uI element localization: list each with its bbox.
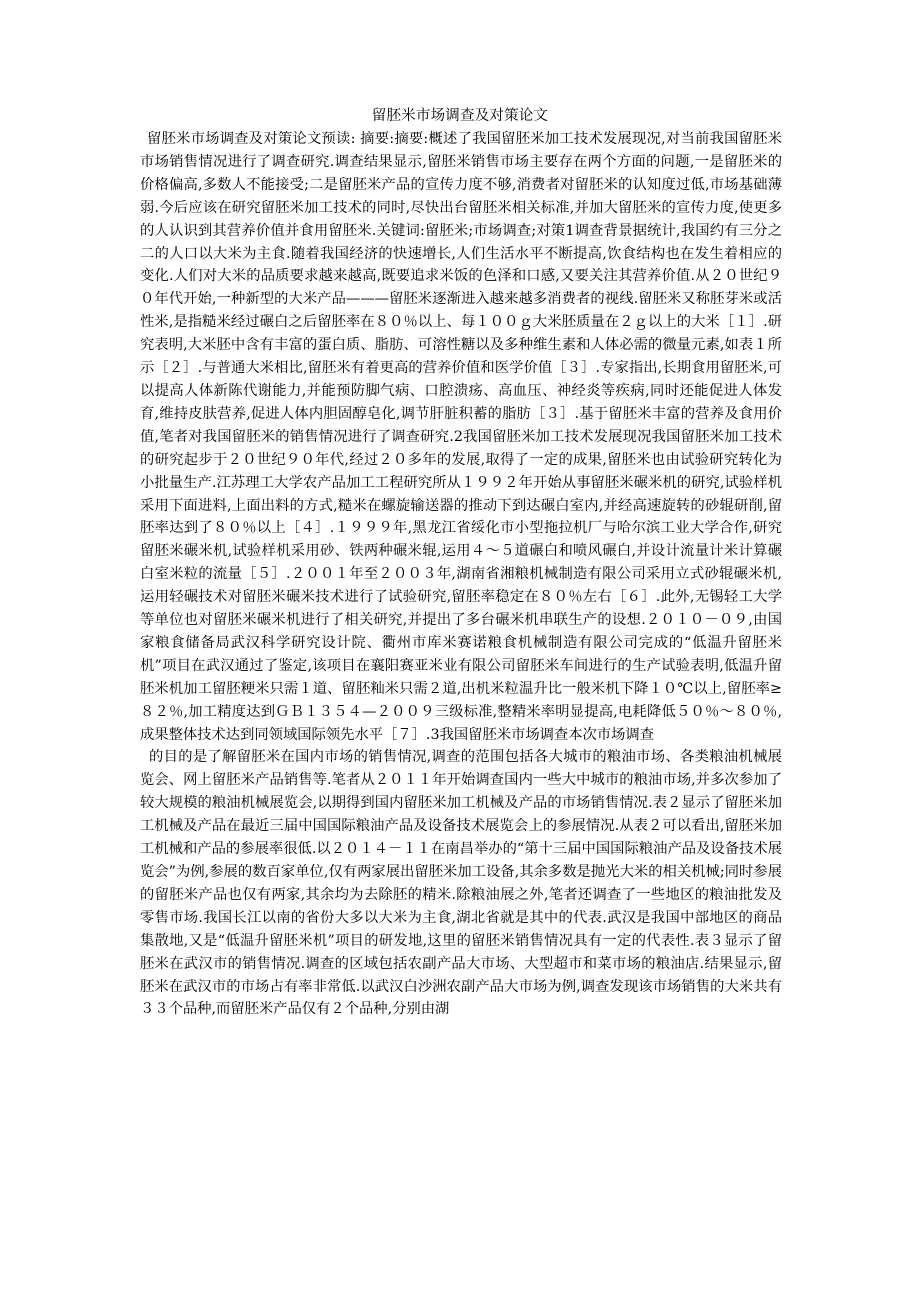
document-title: 留胚米市场调查及对策论文 [371,108,549,124]
paragraph-2: 的目的是了解留胚米在国内市场的销售情况,调查的范围包括各大城市的粮油市场、各类粮油机械展览会、网上留胚米产品销售等.笔者从２０１１年开始调查国内一些大中城市的粮油市场,并多次参加了较大规模的粮油机械展览会,以期得到国内留胚米加工机械及产品的市场销售情况.表２显示了留胚米加工机械及产品在最近三届中国国际粮油产品及设备技术展览会上的参展情况.从表２可以看出,留胚米加工机械和产品的参展率很低.以２０１４－１１在南昌举办的“第十三届中国国际粮油产品及设备技术展览会”为例,参展的数百家单位,仅有两家展出留胚米加工设备,其余多数是抛光大米的相关机械;同时参展的留胚米产品也仅有两家,其余均为去除胚的精米.除粮油展之外,笔者还调查了一些地区的粮油批发及零售市场.我国长江以南的省份大多以大米为主食,湖北省就是其中的代表.武汉是我国中部地区的商品集散地,又是“低温升留胚米机”项目的研发地,这里的留胚米销售情况具有一定的代表性.表３显示了留胚米在武汉市的销售情况.调查的区域包括农副产品大市场、大型超市和菜市场的粮油店.结果显示,留胚米在武汉市的市场占有率非常低.以武汉白沙洲农副产品大市场为例,调查发现该市场销售的大米共有３３个品种,而留胚米产品仅有２个品种,分别由湖 [140,749,782,1018]
paragraph-1: 留胚米市场调查及对策论文预读: 摘要:摘要:概述了我国留胚米加工技术发展现况,对当前我国留胚米市场销售情况进行了调查研究.调查结果显示,留胚米销售市场主要存在两个方面的问题,一是留胚米的价格偏高,多数人不能接受;二是留胚米产品的宣传力度不够,消费者对留胚米的认知度过低,市场基础薄弱.今后应该在研究留胚米加工技术的同时,尽快出台留胚米相关标准,并加大留胚米的宣传力度,使更多的人认识到其营养价值并食用留胚米.关键词:留胚米;市场调查;对策1调查背景据统计,我国约有三分之二的人口以大米为主食.随着我国经济的快速增长,人们生活水平不断提高,饮食结构也在发生着相应的变化.人们对大米的品质要求越来越高,既要追求米饭的色泽和口感,又要关注其营养价值.从２０世纪９０年代开始,一种新型的大米产品———留胚米逐渐进入越来越多消费者的视线.留胚米又称胚芽米或活性米,是指糙米经过碾白之后留胚率在８０％以上、每１００ｇ大米胚质量在２ｇ以上的大米［１］.研究表明,大米胚中含有丰富的蛋白质、脂肪、可溶性糖以及多种维生素和人体必需的微量元素,如表１所示［２］.与普通大米相比,留胚米有着更高的营养价值和医学价值［３］.专家指出,长期食用留胚米,可以提高人体新陈代谢能力,并能预防脚气病、口腔溃疡、高血压、神经炎等疾病,同时还能促进人体发育,维持皮肤营养,促进人体内胆固醇皂化,调节肝脏积蓄的脂肪［３］.基于留胚米丰富的营养及食用价值,笔者对我国留胚米的销售情况进行了调查研究.2我国留胚米加工技术发展现况我国留胚米加工技术的研究起步于２０世纪９０年代,经过２０多年的发展,取得了一定的成果,留胚米也由试验研究转化为小批量生产.江苏理工大学农产品加工工程研究所从１９９２年开始从事留胚米碾米机的研究,试验样机采用下面进料,上面出料的方式,糙米在螺旋输送器的推动下到达碾白室内,并经高速旋转的砂辊研削,留胚率达到了８０％以上［４］.１９９９年,黑龙江省绥化市小型拖拉机厂与哈尔滨工业大学合作,研究留胚米碾米机,试验样机采用砂、铁两种碾米辊,运用４～５道碾白和喷风碾白,并设计流量计米计算碾白室米粒的流量［５］.２００１年至２００３年,湖南省湘粮机械制造有限公司采用立式砂辊碾米机,运用轻碾技术对留胚米碾米技术进行了试验研究,留胚率稳定在８０％左右［６］.此外,无锡轻工大学等单位也对留胚米碾米机进行了相关研究,并提出了多台碾米机串联生产的设想.２０１０－０９,由国家粮食储备局武汉科学研究设计院、衢州市库米赛诺粮食机械制造有限公司完成的“低温升留胚米机”项目在武汉通过了鉴定,该项目在襄阳赛亚米业有限公司留胚米车间进行的生产试验表明,低温升留胚米机加工留胚粳米只需１道、留胚籼米只需２道,出机米粒温升比一般米机下降１０℃以上,留胚率≥８２％,加工精度达到ＧＢ１３５４—２００９三级标准,整精米率明显提高,电耗降低５０％～８０％,成果整体技术达到同领域国际领先水平［７］.3我国留胚米市场调查本次市场调查 [140,131,782,743]
document-body [140,128,782,1021]
